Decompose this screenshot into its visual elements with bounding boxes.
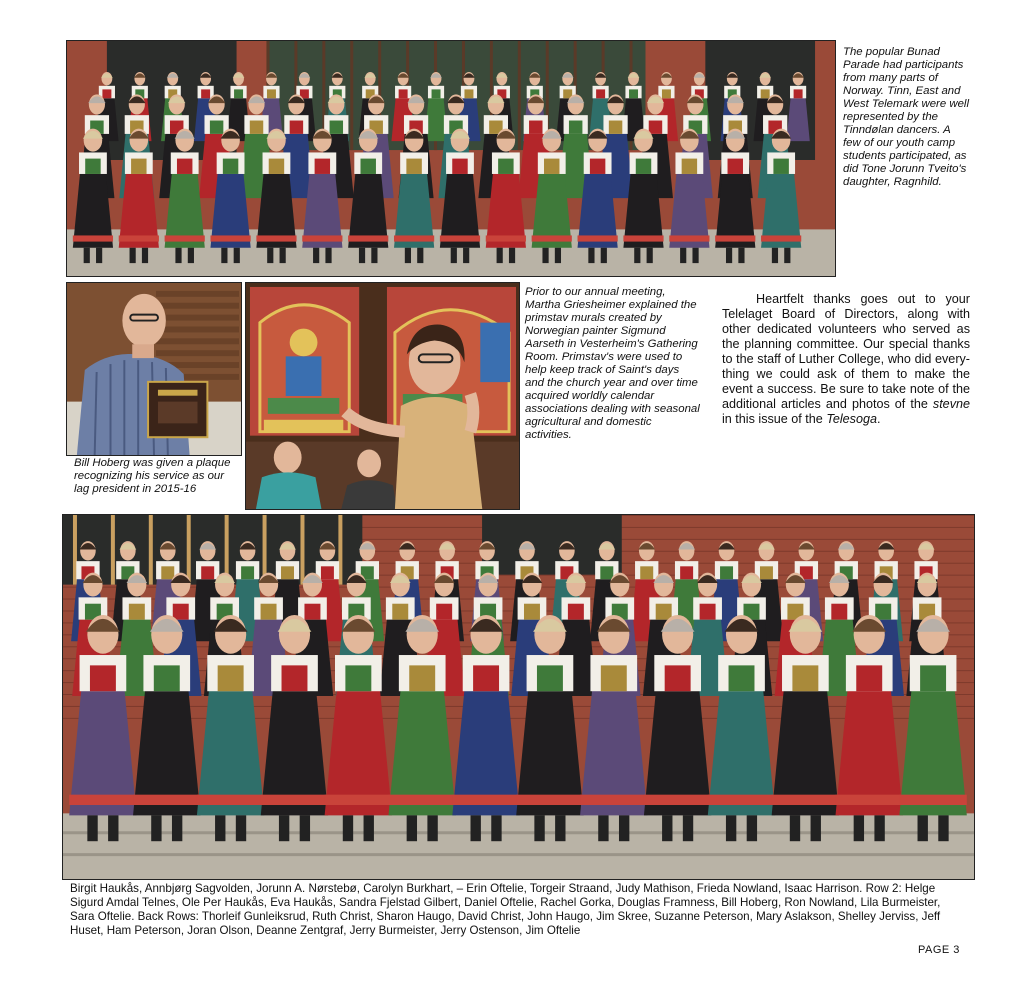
page-number: PAGE 3 <box>918 944 960 956</box>
group-photo-names: Birgit Haukås, Annbjørg Sagvolden, Jorunn A. Nørstebø, Carolyn Burkhart, – Erin Oftelie, Torgeir Straand, Judy Mathison, Frieda Nowland, Isaac Harrison. Row 2: Helge Sigurd Amdal Telnes, Ole Per Haukås, Eva Haukås, Sandra Fjelstad Gilbert, Daniel Oftelie, Rachel Gorka, Douglas Framness, Bill Hoberg, Ron Nowland, Lila Burmeister, Sara Oftelie. Back Rows: Thorleif Gunleiksrud, Ruth Christ, Sharon Haugo, David Christ, John Haugo, Jim Skree, Suzanne Peterson, Mary Aslakson, Shelley Jerviss, Jeff Huset, Ham Peterson, Joran Olson, Deanne Zentgraf, Jerry Burmeister, Jerry Ostenson, Jim Oftelie <box>70 882 941 937</box>
thanks-end: . <box>876 412 881 426</box>
bunad-parade-photo <box>66 40 836 277</box>
stevne-word: stevne <box>932 397 970 411</box>
group-photo <box>62 514 975 880</box>
telesoga-title: Telesoga <box>826 412 877 426</box>
bill-hoberg-caption: Bill Hoberg was given a plaque recognizing his service as our lag president in 2015-16 <box>74 457 231 495</box>
thanks-paragraph <box>722 292 970 427</box>
primstav-caption: Prior to our annual meeting, Martha Griesheimer explained the primstav murals created by Norwegian painter Sigmund Aarseth in Vesterheim's Gathering Room. Primstav's were used to help keep track of Saint's days and the church year and over time acquired worldly calendar associations dealing with seasonal agricultural and domestic activities. <box>525 286 700 441</box>
bill-hoberg-photo <box>66 282 242 456</box>
thanks-text: Heartfelt thanks goes out to your Telelaget Board of Directors, along with other dedicated volunteers who served as the planning committee. Our special thanks to the staff of Luther College, who did every-thing we could ask of them to make the event a success. Be sure to take note of the additional articles and photos of the <box>722 292 970 411</box>
bunad-parade-caption: The popular Bunad Parade had participants from many parts of Norway. Tinn, East and West Telemark were well represented by the Tinndølan dancers. A few of our youth camp students participated, as did Tone Jorunn Tveito's daughter, Ragnhild. <box>843 46 969 188</box>
primstav-murals-photo <box>245 282 520 510</box>
thanks-text-cont: in this issue of the <box>722 412 827 426</box>
